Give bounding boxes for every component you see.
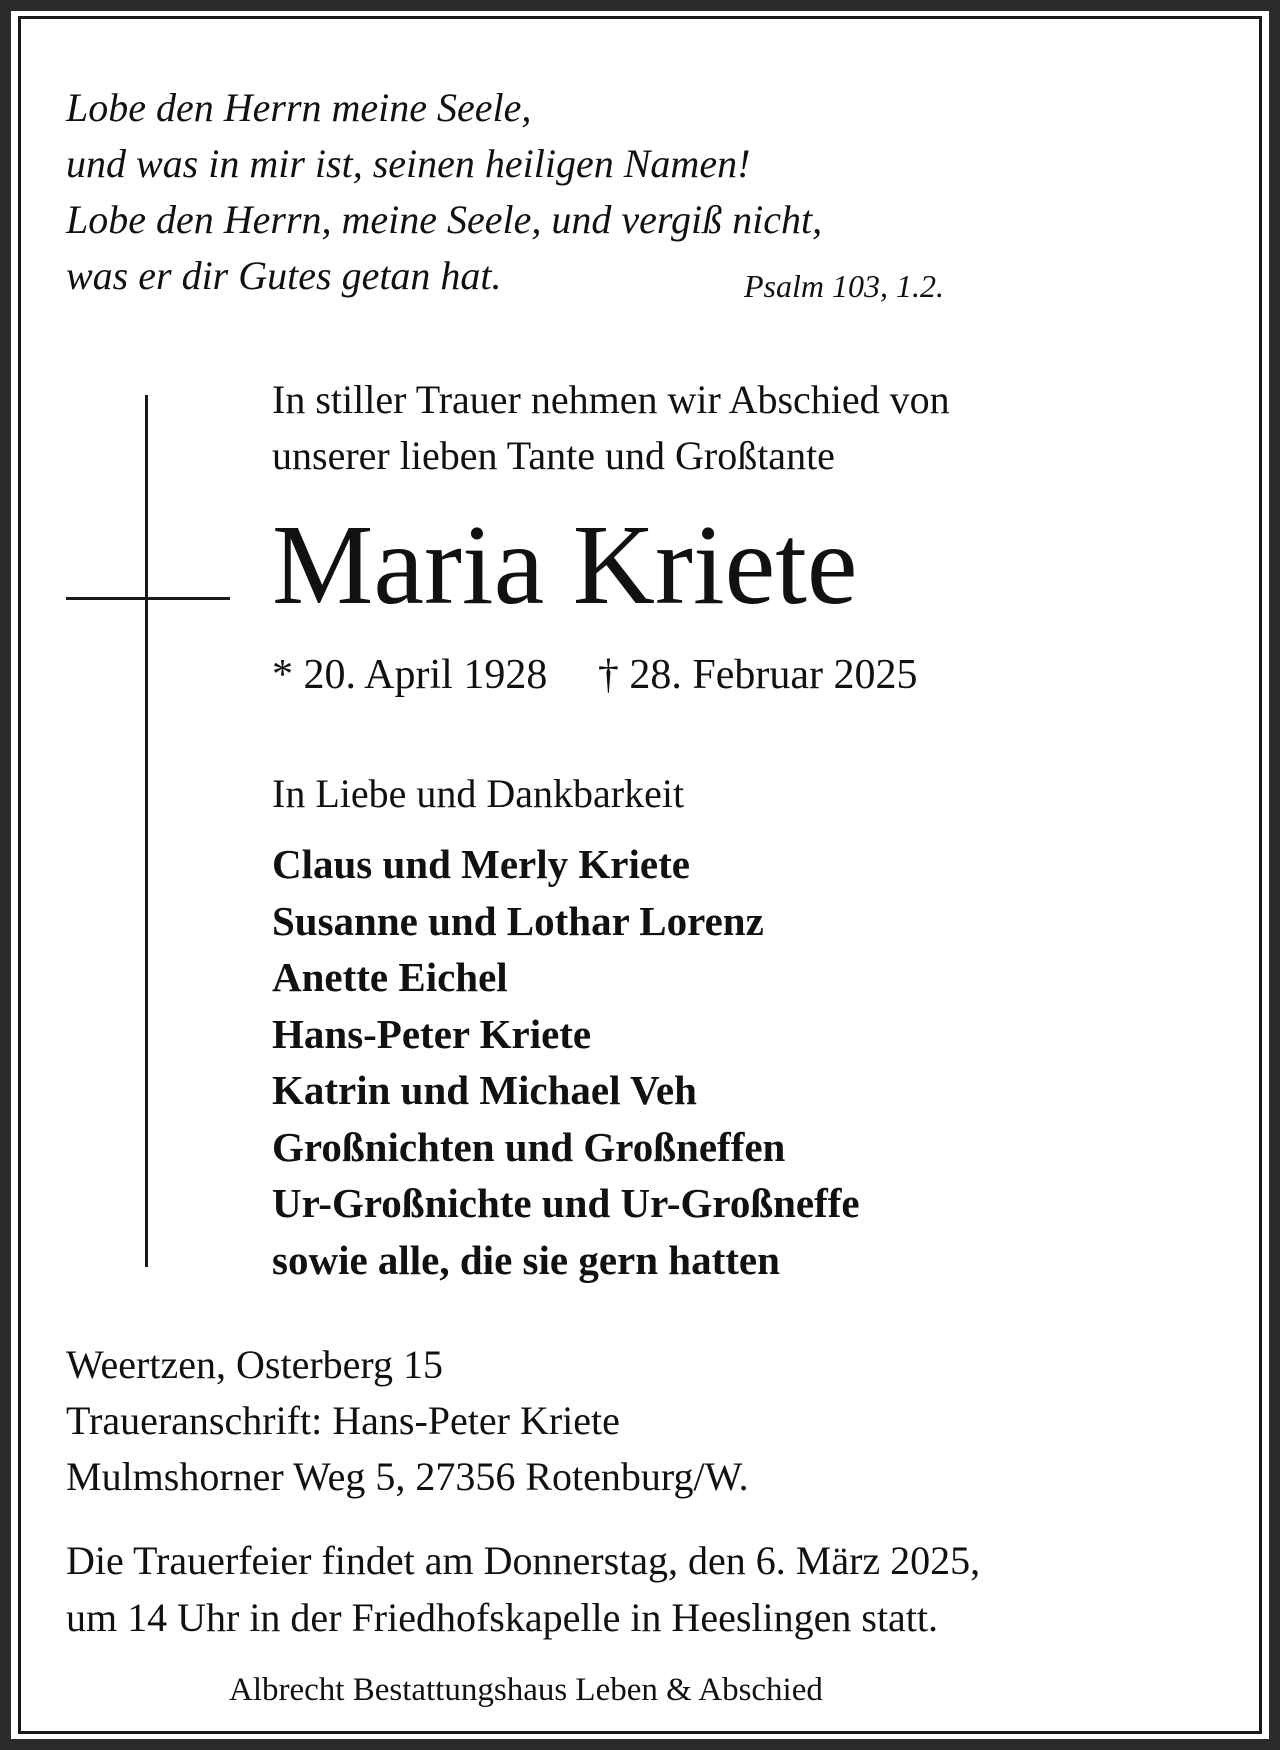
service-info [66,1532,980,1646]
thanks-line: In Liebe und Dankbarkeit [272,771,685,816]
mourner-entry: Katrin und Michael Veh [272,1067,697,1113]
verse-line: Lobe den Herrn meine Seele, [66,85,532,130]
verse-line: Lobe den Herrn, meine Seele, und vergiß nicht, [66,197,823,242]
cross-horizontal-bar [66,597,230,600]
birth-date: * 20. April 1928 [272,652,548,698]
address-line: Weertzen, Osterberg 15 [66,1342,443,1387]
service-line: um 14 Uhr in der Friedhofskapelle in Heeslingen statt. [66,1595,939,1640]
psalm-verse [66,80,822,304]
address-block [66,1337,749,1505]
intro-text [272,372,950,484]
life-dates [272,651,917,699]
mourner-entry: sowie alle, die sie gern hatten [272,1236,780,1283]
funeral-home: Albrecht Bestattungshaus Leben & Abschied [229,1672,823,1708]
address-line: Mulmshorner Weg 5, 27356 Rotenburg/W. [66,1454,749,1499]
mourner-entry: Claus und Merly Kriete [272,841,690,887]
deceased-name: Maria Kriete [272,501,858,628]
psalm-reference: Psalm 103, 1.2. [744,268,944,304]
intro-line: unserer lieben Tante und Großtante [272,433,835,478]
death-date: † 28. Februar 2025 [597,652,918,698]
mourner-entry: Großnichten und Großneffen [272,1123,786,1170]
mourner-entry: Ur-Großnichte und Ur-Großneffe [272,1180,860,1226]
mourners-list [272,836,860,1288]
mourner-entry: Hans-Peter Kriete [272,1010,592,1057]
address-line: Traueranschrift: Hans-Peter Kriete [66,1398,620,1443]
verse-line: was er dir Gutes getan hat. [66,253,502,298]
mourner-entry: Anette Eichel [272,954,508,1000]
intro-line: In stiller Trauer nehmen wir Abschied von [272,377,950,422]
verse-line: und was in mir ist, seinen heiligen Namen! [66,141,751,186]
cross-vertical-bar [145,395,148,1267]
mourner-entry: Susanne und Lothar Lorenz [272,897,764,944]
service-line: Die Trauerfeier findet am Donnerstag, den 6. März 2025, [66,1538,981,1583]
